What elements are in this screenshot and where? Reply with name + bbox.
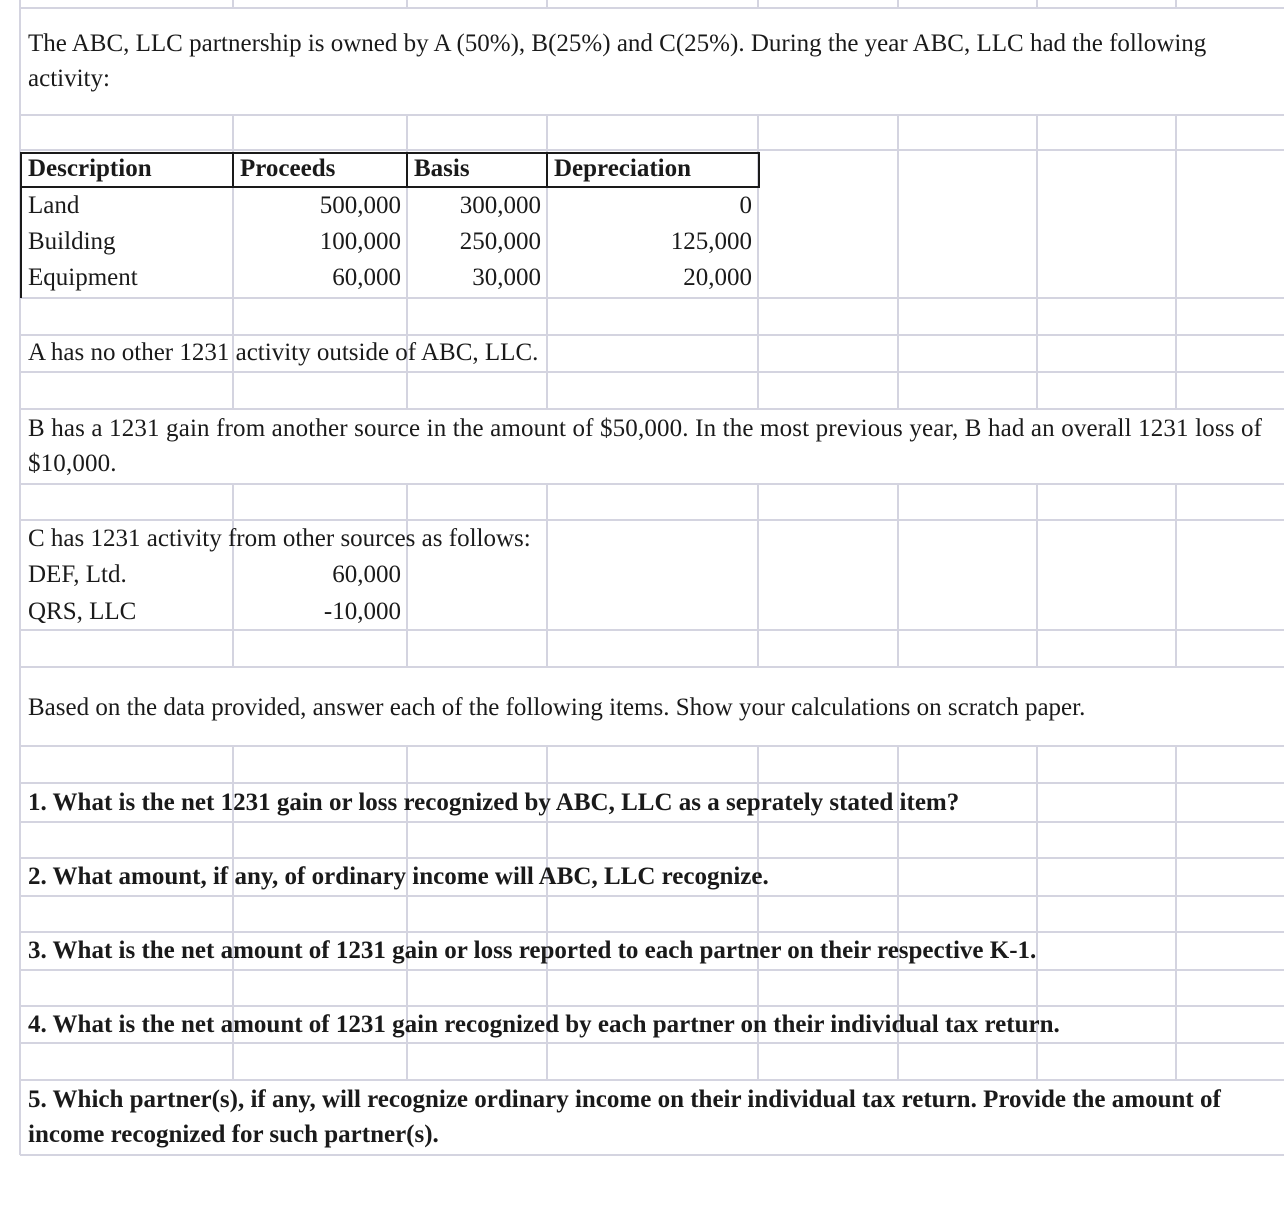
header-basis: Basis: [414, 155, 470, 182]
table-row-equipment-description: Equipment: [28, 264, 138, 291]
partner-a-note: A has no other 1231 activity outside of ABC, LLC.: [28, 339, 539, 366]
table-row-building-proceeds: 100,000: [319, 228, 401, 255]
table-row-land-depreciation: 0: [739, 192, 752, 219]
table-row-land-basis: 300,000: [459, 192, 541, 219]
partner-c-note: C has 1231 activity from other sources as follows:: [28, 525, 531, 552]
table-row-land-description: Land: [28, 192, 80, 219]
table-row-building-depreciation: 125,000: [670, 228, 752, 255]
table-row-land-proceeds: 500,000: [319, 192, 401, 219]
c-source-qrs-name: QRS, LLC: [28, 598, 137, 625]
header-proceeds: Proceeds: [240, 155, 336, 182]
partner-b-note: B has a 1231 gain from another source in the amount of $50,000. In the most previous year, B had an overall 1231 loss of $10,000.: [28, 415, 1263, 477]
table-row-equipment-depreciation: 20,000: [683, 264, 752, 291]
question-2: 2. What amount, if any, of ordinary income will ABC, LLC recognize.: [28, 863, 769, 890]
question-5: 5. Which partner(s), if any, will recognize ordinary income on their individual tax return. Provide the amount of income recognized for such partner(s).: [28, 1086, 1221, 1148]
table-row-building-description: Building: [28, 228, 116, 255]
question-1: 1. What is the net 1231 gain or loss recognized by ABC, LLC as a seprately stated item?: [28, 789, 960, 816]
header-depreciation: Depreciation: [554, 155, 692, 182]
table-row-equipment-proceeds: 60,000: [332, 264, 401, 291]
table-row-equipment-basis: 30,000: [472, 264, 541, 291]
header-description: Description: [28, 155, 152, 182]
question-4: 4. What is the net amount of 1231 gain recognized by each partner on their individual tax return.: [28, 1011, 1060, 1038]
c-source-def-amount: 60,000: [332, 561, 401, 588]
table-row-building-basis: 250,000: [459, 228, 541, 255]
c-source-def-name: DEF, Ltd.: [28, 561, 127, 588]
intro-text: The ABC, LLC partnership is owned by A (50%), B(25%) and C(25%). During the year ABC, LLC had the following activity:: [28, 30, 1207, 92]
instructions: Based on the data provided, answer each of the following items. Show your calculations on scratch paper.: [28, 694, 1086, 721]
question-3: 3. What is the net amount of 1231 gain or loss reported to each partner on their respective K-1.: [28, 937, 1037, 964]
c-source-qrs-amount: -10,000: [323, 598, 401, 625]
